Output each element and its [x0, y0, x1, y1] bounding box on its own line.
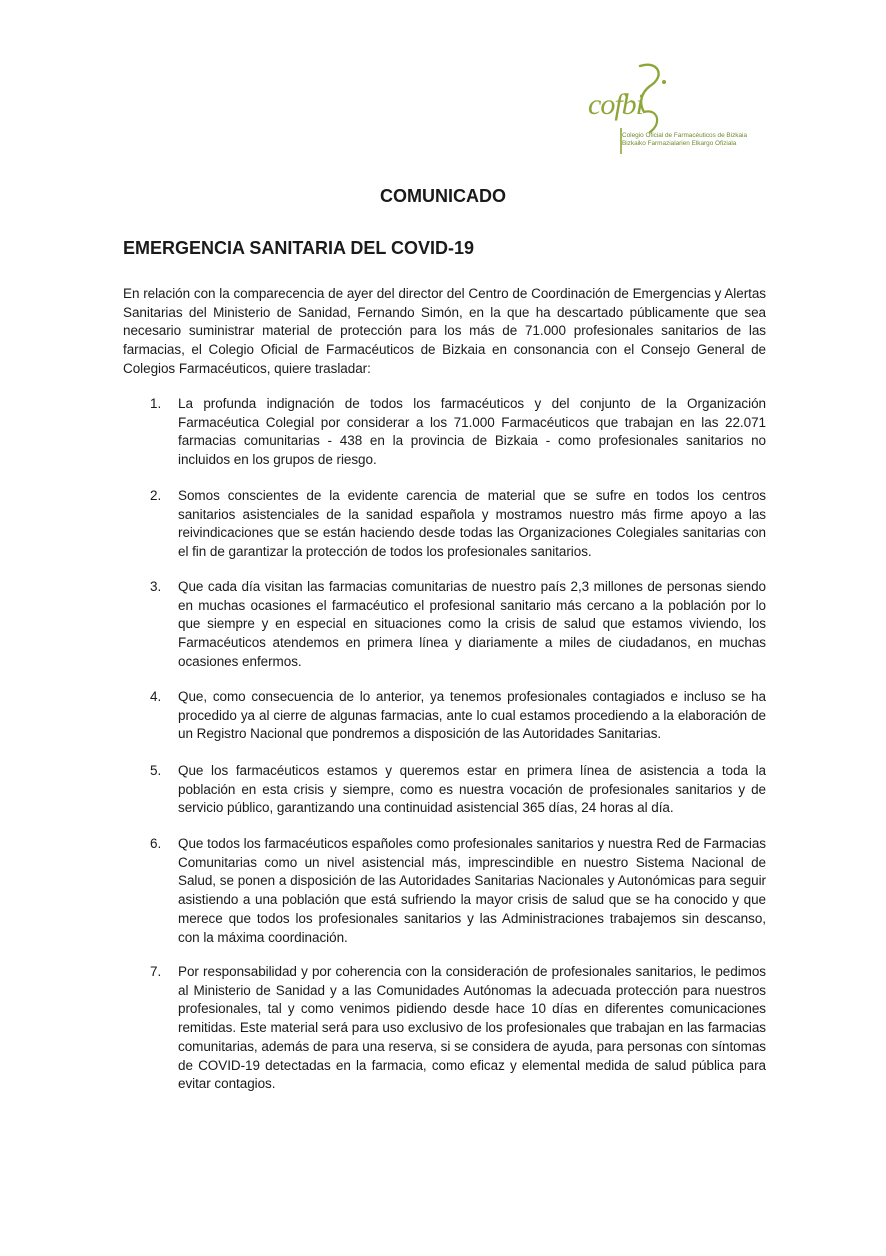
list-item-text: Que, como consecuencia de lo anterior, ya tenemos profesionales contagiados e incluso se ha procedido ya al cierre de algunas farmacias, ante lo cual estamos procediendo a la elaboración de un Registro Nacional que pondremos a disposición de las Autoridades Sanitarias.: [178, 689, 766, 742]
cofbi-logo-caption: [622, 132, 747, 148]
list-item-number: 5.: [150, 763, 162, 778]
list-item-number: 4.: [150, 689, 162, 704]
cofbi-logo: [588, 62, 768, 158]
intro-paragraph: En relación con la comparecencia de ayer del director del Centro de Coordinación de Emergencias y Alertas Sanitarias del Ministerio de Sanidad, Fernando Simón, en la que ha descartado públicamente que sea necesario suministrar material de protección para los más de 71.000 profesionales sanitarios de las farmacias, el Colegio Oficial de Farmacéuticos de Bizkaia en consonancia con el Consejo General de Colegios Farmacéuticos, quiere trasladar:: [123, 286, 766, 376]
list-item-text: Somos conscientes de la evidente carencia de material que se sufre en todos los centros sanitarios asistenciales de la sanidad española y mostramos nuestro más firme apoyo a las reivindicaciones que se están haciendo desde todas las Organizaciones Colegiales sanitarias con el fin de garantizar la protección de todos los profesionales sanitarios.: [178, 488, 766, 560]
list-item: [150, 395, 766, 470]
list-item: [150, 835, 766, 947]
list-item-number: 3.: [150, 579, 162, 594]
list-item: [150, 487, 766, 562]
list-item: [150, 688, 766, 744]
document-title: COMUNICADO: [380, 186, 506, 206]
list-item-text: Que cada día visitan las farmacias comunitarias de nuestro país 2,3 millones de personas siendo en muchas ocasiones el farmacéutico el profesional sanitario más cercano a la población por lo que siempre y en especial en situaciones como la crisis de salud que estamos viviendo, los Farmacéuticos atendemos en primera línea y diariamente a miles de ciudadanos, en muchas ocasiones enfermos.: [178, 579, 766, 669]
list-item-number: 2.: [150, 488, 162, 503]
logo-caption-line2: Bizkaiko Farmazialarien Elkargo Ofiziala: [622, 140, 737, 147]
list-item: [150, 578, 766, 672]
list-item-text: La profunda indignación de todos los farmacéuticos y del conjunto de la Organización Farmacéutica Colegial por considerar a los 71.000 Farmacéuticos que trabajan en las 22.071 farmacias comunitarias - 438 en la provincia de Bizkaia - como profesionales sanitarios no incluidos en los grupos de riesgo.: [178, 396, 766, 468]
document-subtitle: EMERGENCIA SANITARIA DEL COVID-19: [123, 238, 475, 258]
cofbi-logo-text: cofbi: [588, 88, 643, 121]
list-item-text: Que todos los farmacéuticos españoles como profesionales sanitarios y nuestra Red de Farmacias Comunitarias como un nivel asistencial más, imprescindible en nuestro Sistema Nacional de Salud, se ponen a disposición de las Autoridades Sanitarias Nacionales y Autonómicas para seguir asistiendo a una población que está sufriendo la mayor crisis de salud que se ha conocido y que merece que todos los profesionales sanitarios y las Administraciones trabajemos sin descanso, con la máxima coordinación.: [178, 836, 766, 945]
list-item: [150, 762, 766, 818]
list-item-number: 6.: [150, 836, 162, 851]
list-item-text: Por responsabilidad y por coherencia con la consideración de profesionales sanitarios, le pedimos al Ministerio de Sanidad y a las Comunidades Autónomas la adecuada protección para nuestros profesionales, tal y como venimos pidiendo desde hace 10 días en diferentes comunicaciones remitidas. Este material será para uso exclusivo de los profesionales que trabajan en las farmacias comunitarias, además de para una reserva, si se considera de ayuda, para personas con síntomas de COVID-19 detectadas en la farmacia, como eficaz y elemental medida de salud pública para evitar contagios.: [178, 964, 766, 1092]
list-item-text: Que los farmacéuticos estamos y queremos estar en primera línea de asistencia a toda la población en esta crisis y siempre, como es nuestra vocación de profesionales sanitarios y de servicio público, garantizando una continuidad asistencial 365 días, 24 horas al día.: [178, 763, 766, 816]
list-item-number: 7.: [150, 964, 162, 979]
logo-caption-line1: Colegio Oficial de Farmacéuticos de Bizkaia: [622, 132, 748, 139]
list-item: [150, 963, 766, 1094]
list-item-number: 1.: [150, 396, 162, 411]
